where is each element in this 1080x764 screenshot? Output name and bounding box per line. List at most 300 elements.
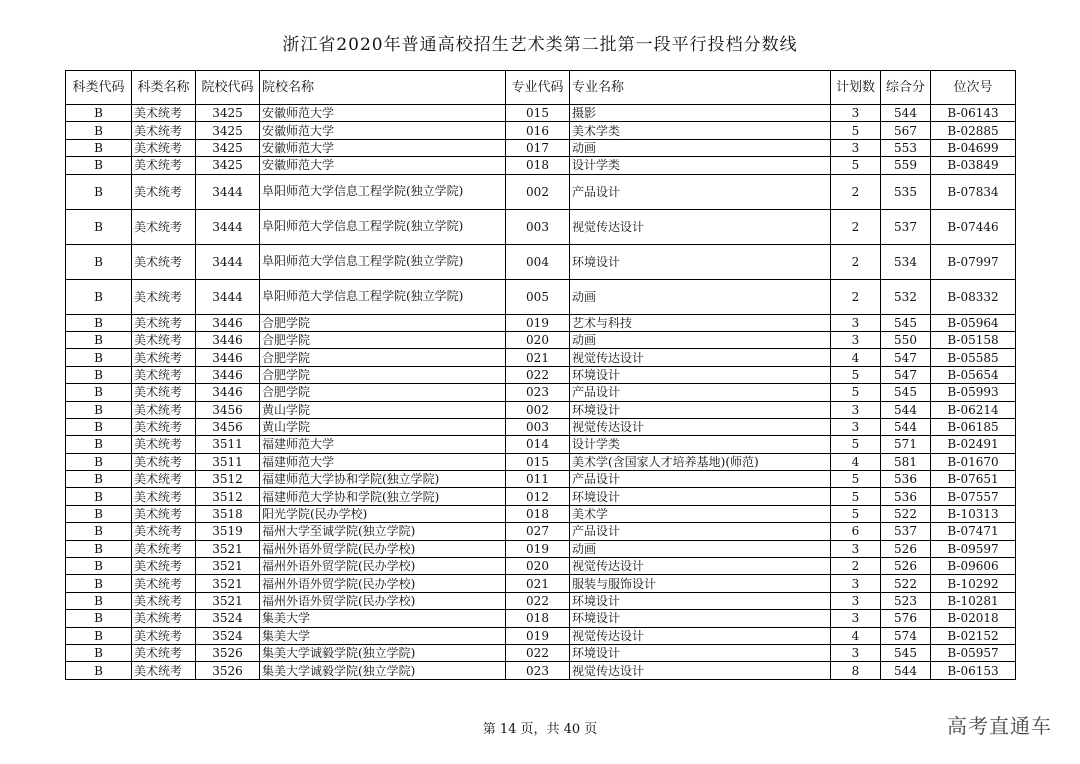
- cell-rank: B-07557: [931, 488, 1016, 505]
- cell-school-name: 福州外语外贸学院(民办学校): [260, 575, 506, 592]
- table-row: [66, 279, 1016, 314]
- table-row: [66, 105, 1016, 122]
- cell-major-code: 011: [506, 471, 570, 488]
- cell-school-code: 3518: [196, 505, 260, 522]
- cell-plan-count: 3: [831, 610, 881, 627]
- table-row: [66, 540, 1016, 557]
- cell-category-code: B: [66, 523, 132, 540]
- col-header-total-score: 综合分: [881, 71, 931, 105]
- cell-school-name: 福州外语外贸学院(民办学校): [260, 592, 506, 609]
- cell-school-name: 福建师范大学: [260, 436, 506, 453]
- cell-major-name: 视觉传达设计: [570, 209, 831, 244]
- cell-major-code: 020: [506, 331, 570, 348]
- cell-major-name: 美术学: [570, 505, 831, 522]
- cell-total-score: 544: [881, 662, 931, 679]
- table-row: [66, 314, 1016, 331]
- cell-major-code: 020: [506, 558, 570, 575]
- cell-category-name: 美术统考: [132, 488, 196, 505]
- cell-school-code: 3444: [196, 244, 260, 279]
- cell-major-code: 015: [506, 105, 570, 122]
- cell-plan-count: 3: [831, 592, 881, 609]
- cell-major-name: 设计学类: [570, 436, 831, 453]
- cell-category-code: B: [66, 488, 132, 505]
- table-row: [66, 558, 1016, 575]
- cell-rank: B-02491: [931, 436, 1016, 453]
- table-row: [66, 139, 1016, 156]
- cell-major-name: 视觉传达设计: [570, 627, 831, 644]
- cell-major-code: 002: [506, 401, 570, 418]
- cell-category-name: 美术统考: [132, 401, 196, 418]
- col-header-plan-count: 计划数: [831, 71, 881, 105]
- cell-school-name: 福建师范大学: [260, 453, 506, 470]
- cell-school-name: 福州外语外贸学院(民办学校): [260, 558, 506, 575]
- cell-school-code: 3521: [196, 540, 260, 557]
- cell-major-name: 环境设计: [570, 610, 831, 627]
- cell-category-code: B: [66, 157, 132, 174]
- cell-school-name: 阜阳师范大学信息工程学院(独立学院): [260, 244, 506, 279]
- cell-major-name: 服装与服饰设计: [570, 575, 831, 592]
- cell-plan-count: 8: [831, 662, 881, 679]
- cell-major-code: 023: [506, 384, 570, 401]
- cell-rank: B-03849: [931, 157, 1016, 174]
- cell-rank: B-07446: [931, 209, 1016, 244]
- cell-category-name: 美术统考: [132, 644, 196, 661]
- cell-school-name: 集美大学: [260, 627, 506, 644]
- cell-plan-count: 5: [831, 384, 881, 401]
- cell-rank: B-05654: [931, 366, 1016, 383]
- cell-total-score: 536: [881, 488, 931, 505]
- cell-plan-count: 5: [831, 436, 881, 453]
- col-header-category-name: 科类名称: [132, 71, 196, 105]
- col-header-school-code: 院校代码: [196, 71, 260, 105]
- cell-school-name: 集美大学: [260, 610, 506, 627]
- cell-plan-count: 5: [831, 122, 881, 139]
- cell-rank: B-05993: [931, 384, 1016, 401]
- cell-major-name: 动画: [570, 540, 831, 557]
- cell-school-code: 3425: [196, 105, 260, 122]
- cell-major-code: 015: [506, 453, 570, 470]
- cell-category-name: 美术统考: [132, 523, 196, 540]
- cell-total-score: 532: [881, 279, 931, 314]
- cell-category-name: 美术统考: [132, 662, 196, 679]
- cell-category-name: 美术统考: [132, 453, 196, 470]
- cell-major-name: 动画: [570, 139, 831, 156]
- cell-major-code: 005: [506, 279, 570, 314]
- cell-plan-count: 2: [831, 209, 881, 244]
- cell-school-code: 3521: [196, 558, 260, 575]
- cell-total-score: 536: [881, 471, 931, 488]
- cell-major-code: 021: [506, 349, 570, 366]
- cell-rank: B-02152: [931, 627, 1016, 644]
- cell-category-name: 美术统考: [132, 592, 196, 609]
- cell-school-name: 阜阳师范大学信息工程学院(独立学院): [260, 174, 506, 209]
- cell-school-code: 3446: [196, 349, 260, 366]
- cell-school-name: 阜阳师范大学信息工程学院(独立学院): [260, 209, 506, 244]
- table-row: [66, 209, 1016, 244]
- cell-school-code: 3512: [196, 488, 260, 505]
- cell-category-code: B: [66, 627, 132, 644]
- cell-category-name: 美术统考: [132, 436, 196, 453]
- cell-total-score: 544: [881, 105, 931, 122]
- cell-school-name: 黄山学院: [260, 418, 506, 435]
- cell-rank: B-07471: [931, 523, 1016, 540]
- cell-category-code: B: [66, 418, 132, 435]
- cell-category-code: B: [66, 244, 132, 279]
- cell-school-code: 3512: [196, 471, 260, 488]
- cell-school-code: 3444: [196, 209, 260, 244]
- cell-total-score: 545: [881, 384, 931, 401]
- cell-category-code: B: [66, 331, 132, 348]
- cell-category-code: B: [66, 105, 132, 122]
- cell-major-name: 动画: [570, 331, 831, 348]
- cell-plan-count: 5: [831, 505, 881, 522]
- cell-major-code: 018: [506, 157, 570, 174]
- cell-major-name: 环境设计: [570, 644, 831, 661]
- cell-category-code: B: [66, 436, 132, 453]
- cell-plan-count: 3: [831, 105, 881, 122]
- cell-school-name: 合肥学院: [260, 349, 506, 366]
- cell-category-code: B: [66, 644, 132, 661]
- cell-major-name: 美术学类: [570, 122, 831, 139]
- cell-major-name: 产品设计: [570, 384, 831, 401]
- cell-plan-count: 2: [831, 279, 881, 314]
- cell-rank: B-06214: [931, 401, 1016, 418]
- cell-school-name: 合肥学院: [260, 331, 506, 348]
- cell-category-name: 美术统考: [132, 575, 196, 592]
- cell-category-name: 美术统考: [132, 540, 196, 557]
- cell-school-name: 集美大学诚毅学院(独立学院): [260, 644, 506, 661]
- cell-school-name: 福州大学至诚学院(独立学院): [260, 523, 506, 540]
- cell-category-name: 美术统考: [132, 610, 196, 627]
- table-row: [66, 610, 1016, 627]
- cell-school-code: 3446: [196, 366, 260, 383]
- cell-major-code: 019: [506, 627, 570, 644]
- cell-major-name: 视觉传达设计: [570, 558, 831, 575]
- cell-category-name: 美术统考: [132, 331, 196, 348]
- cell-plan-count: 4: [831, 349, 881, 366]
- cell-total-score: 550: [881, 331, 931, 348]
- cell-school-code: 3524: [196, 610, 260, 627]
- cell-category-code: B: [66, 558, 132, 575]
- cell-category-name: 美术统考: [132, 244, 196, 279]
- cell-total-score: 574: [881, 627, 931, 644]
- cell-category-code: B: [66, 174, 132, 209]
- cell-plan-count: 5: [831, 488, 881, 505]
- cell-major-code: 018: [506, 610, 570, 627]
- cell-school-code: 3425: [196, 139, 260, 156]
- cell-plan-count: 2: [831, 244, 881, 279]
- cell-category-name: 美术统考: [132, 505, 196, 522]
- cell-major-name: 环境设计: [570, 366, 831, 383]
- table-row: [66, 157, 1016, 174]
- cell-category-name: 美术统考: [132, 314, 196, 331]
- cell-plan-count: 4: [831, 453, 881, 470]
- cell-school-name: 黄山学院: [260, 401, 506, 418]
- cell-category-name: 美术统考: [132, 627, 196, 644]
- cell-major-code: 019: [506, 540, 570, 557]
- cell-plan-count: 6: [831, 523, 881, 540]
- cell-rank: B-09597: [931, 540, 1016, 557]
- cell-school-code: 3519: [196, 523, 260, 540]
- table-row: [66, 523, 1016, 540]
- cell-major-code: 017: [506, 139, 570, 156]
- page-title: 浙江省2020年普通高校招生艺术类第二批第一段平行投档分数线: [282, 35, 798, 55]
- cell-rank: B-07997: [931, 244, 1016, 279]
- cell-rank: B-02018: [931, 610, 1016, 627]
- cell-major-code: 022: [506, 592, 570, 609]
- cell-school-code: 3511: [196, 436, 260, 453]
- cell-category-code: B: [66, 314, 132, 331]
- cell-major-code: 022: [506, 366, 570, 383]
- cell-rank: B-02885: [931, 122, 1016, 139]
- cell-plan-count: 3: [831, 418, 881, 435]
- cell-major-name: 艺术与科技: [570, 314, 831, 331]
- cell-major-code: 014: [506, 436, 570, 453]
- cell-school-code: 3446: [196, 384, 260, 401]
- cell-total-score: 523: [881, 592, 931, 609]
- cell-category-code: B: [66, 505, 132, 522]
- cell-major-name: 视觉传达设计: [570, 662, 831, 679]
- table-row: [66, 349, 1016, 366]
- col-header-category-code: 科类代码: [66, 71, 132, 105]
- cell-plan-count: 5: [831, 366, 881, 383]
- cell-rank: B-10313: [931, 505, 1016, 522]
- cell-plan-count: 5: [831, 471, 881, 488]
- cell-rank: B-05964: [931, 314, 1016, 331]
- table-row: [66, 401, 1016, 418]
- cell-total-score: 545: [881, 314, 931, 331]
- cell-total-score: 526: [881, 558, 931, 575]
- cell-total-score: 537: [881, 523, 931, 540]
- cell-major-code: 004: [506, 244, 570, 279]
- cell-rank: B-08332: [931, 279, 1016, 314]
- cell-total-score: 547: [881, 366, 931, 383]
- cell-plan-count: 2: [831, 558, 881, 575]
- admission-score-table: [65, 70, 1016, 680]
- cell-plan-count: 3: [831, 540, 881, 557]
- cell-total-score: 522: [881, 505, 931, 522]
- cell-total-score: 576: [881, 610, 931, 627]
- cell-school-name: 安徽师范大学: [260, 157, 506, 174]
- cell-category-name: 美术统考: [132, 418, 196, 435]
- cell-category-code: B: [66, 209, 132, 244]
- cell-major-name: 美术学(含国家人才培养基地)(师范): [570, 453, 831, 470]
- cell-category-name: 美术统考: [132, 558, 196, 575]
- table-header-row: [66, 71, 1016, 105]
- cell-major-name: 环境设计: [570, 592, 831, 609]
- cell-total-score: 537: [881, 209, 931, 244]
- cell-total-score: 522: [881, 575, 931, 592]
- table-body: [66, 105, 1016, 680]
- cell-major-name: 环境设计: [570, 401, 831, 418]
- cell-total-score: 553: [881, 139, 931, 156]
- cell-major-code: 019: [506, 314, 570, 331]
- cell-school-code: 3425: [196, 157, 260, 174]
- cell-total-score: 559: [881, 157, 931, 174]
- cell-category-name: 美术统考: [132, 157, 196, 174]
- cell-school-code: 3456: [196, 418, 260, 435]
- cell-major-name: 产品设计: [570, 523, 831, 540]
- cell-school-name: 阳光学院(民办学校): [260, 505, 506, 522]
- cell-major-name: 设计学类: [570, 157, 831, 174]
- cell-category-code: B: [66, 540, 132, 557]
- cell-category-name: 美术统考: [132, 366, 196, 383]
- cell-major-code: 022: [506, 644, 570, 661]
- cell-category-code: B: [66, 279, 132, 314]
- cell-major-name: 摄影: [570, 105, 831, 122]
- cell-total-score: 535: [881, 174, 931, 209]
- cell-category-code: B: [66, 453, 132, 470]
- cell-school-code: 3511: [196, 453, 260, 470]
- cell-category-code: B: [66, 401, 132, 418]
- table-row: [66, 644, 1016, 661]
- cell-total-score: 545: [881, 644, 931, 661]
- cell-school-name: 阜阳师范大学信息工程学院(独立学院): [260, 279, 506, 314]
- cell-category-name: 美术统考: [132, 174, 196, 209]
- cell-school-code: 3456: [196, 401, 260, 418]
- table-row: [66, 418, 1016, 435]
- cell-category-code: B: [66, 139, 132, 156]
- cell-major-code: 002: [506, 174, 570, 209]
- cell-category-code: B: [66, 575, 132, 592]
- table-row: [66, 331, 1016, 348]
- cell-category-code: B: [66, 662, 132, 679]
- table-row: [66, 627, 1016, 644]
- col-header-school-name: 院校名称: [260, 71, 506, 105]
- cell-plan-count: 3: [831, 644, 881, 661]
- cell-major-name: 视觉传达设计: [570, 349, 831, 366]
- cell-total-score: 544: [881, 401, 931, 418]
- cell-major-code: 021: [506, 575, 570, 592]
- cell-major-code: 003: [506, 209, 570, 244]
- cell-category-name: 美术统考: [132, 122, 196, 139]
- cell-school-name: 福州外语外贸学院(民办学校): [260, 540, 506, 557]
- cell-school-code: 3521: [196, 592, 260, 609]
- cell-rank: B-10281: [931, 592, 1016, 609]
- cell-category-name: 美术统考: [132, 139, 196, 156]
- cell-category-name: 美术统考: [132, 471, 196, 488]
- cell-school-name: 安徽师范大学: [260, 122, 506, 139]
- cell-school-name: 合肥学院: [260, 366, 506, 383]
- cell-major-code: 018: [506, 505, 570, 522]
- cell-school-name: 合肥学院: [260, 384, 506, 401]
- cell-school-code: 3446: [196, 331, 260, 348]
- cell-category-code: B: [66, 610, 132, 627]
- cell-plan-count: 5: [831, 157, 881, 174]
- cell-category-name: 美术统考: [132, 349, 196, 366]
- cell-school-code: 3444: [196, 174, 260, 209]
- cell-major-name: 产品设计: [570, 174, 831, 209]
- cell-rank: B-09606: [931, 558, 1016, 575]
- cell-school-code: 3521: [196, 575, 260, 592]
- cell-school-name: 福建师范大学协和学院(独立学院): [260, 471, 506, 488]
- cell-rank: B-04699: [931, 139, 1016, 156]
- cell-school-code: 3446: [196, 314, 260, 331]
- cell-plan-count: 3: [831, 331, 881, 348]
- cell-rank: B-05158: [931, 331, 1016, 348]
- cell-category-code: B: [66, 384, 132, 401]
- cell-plan-count: 3: [831, 575, 881, 592]
- cell-category-code: B: [66, 471, 132, 488]
- cell-category-name: 美术统考: [132, 279, 196, 314]
- cell-plan-count: 4: [831, 627, 881, 644]
- cell-major-code: 023: [506, 662, 570, 679]
- cell-total-score: 567: [881, 122, 931, 139]
- cell-total-score: 544: [881, 418, 931, 435]
- cell-category-name: 美术统考: [132, 105, 196, 122]
- cell-total-score: 526: [881, 540, 931, 557]
- table-row: [66, 436, 1016, 453]
- cell-school-code: 3444: [196, 279, 260, 314]
- cell-major-name: 视觉传达设计: [570, 418, 831, 435]
- table-row: [66, 366, 1016, 383]
- cell-major-code: 016: [506, 122, 570, 139]
- watermark-text: 高考直通车: [947, 714, 1052, 738]
- table-row: [66, 488, 1016, 505]
- cell-major-name: 环境设计: [570, 244, 831, 279]
- cell-rank: B-07834: [931, 174, 1016, 209]
- cell-plan-count: 3: [831, 139, 881, 156]
- cell-major-code: 003: [506, 418, 570, 435]
- cell-total-score: 534: [881, 244, 931, 279]
- cell-school-code: 3526: [196, 644, 260, 661]
- cell-plan-count: 2: [831, 174, 881, 209]
- page-number-footer: 第 14 页，共 40 页: [482, 722, 598, 737]
- table-row: [66, 384, 1016, 401]
- cell-rank: B-01670: [931, 453, 1016, 470]
- cell-school-name: 安徽师范大学: [260, 139, 506, 156]
- cell-category-code: B: [66, 349, 132, 366]
- col-header-rank: 位次号: [931, 71, 1016, 105]
- cell-school-code: 3526: [196, 662, 260, 679]
- col-header-major-name: 专业名称: [570, 71, 831, 105]
- cell-school-code: 3524: [196, 627, 260, 644]
- table-row: [66, 662, 1016, 679]
- cell-major-name: 动画: [570, 279, 831, 314]
- table-row: [66, 122, 1016, 139]
- cell-school-name: 合肥学院: [260, 314, 506, 331]
- cell-school-name: 福建师范大学协和学院(独立学院): [260, 488, 506, 505]
- cell-major-code: 012: [506, 488, 570, 505]
- cell-rank: B-06153: [931, 662, 1016, 679]
- cell-major-name: 产品设计: [570, 471, 831, 488]
- cell-school-code: 3425: [196, 122, 260, 139]
- cell-plan-count: 3: [831, 401, 881, 418]
- col-header-major-code: 专业代码: [506, 71, 570, 105]
- cell-major-code: 027: [506, 523, 570, 540]
- table-row: [66, 575, 1016, 592]
- table-row: [66, 453, 1016, 470]
- cell-total-score: 571: [881, 436, 931, 453]
- cell-major-name: 环境设计: [570, 488, 831, 505]
- cell-category-name: 美术统考: [132, 209, 196, 244]
- table-row: [66, 505, 1016, 522]
- cell-total-score: 581: [881, 453, 931, 470]
- cell-rank: B-05957: [931, 644, 1016, 661]
- cell-school-name: 安徽师范大学: [260, 105, 506, 122]
- table-row: [66, 244, 1016, 279]
- cell-rank: B-06143: [931, 105, 1016, 122]
- cell-category-code: B: [66, 366, 132, 383]
- cell-rank: B-06185: [931, 418, 1016, 435]
- cell-category-code: B: [66, 122, 132, 139]
- table-row: [66, 471, 1016, 488]
- cell-rank: B-10292: [931, 575, 1016, 592]
- cell-category-name: 美术统考: [132, 384, 196, 401]
- table-row: [66, 174, 1016, 209]
- cell-school-name: 集美大学诚毅学院(独立学院): [260, 662, 506, 679]
- table-row: [66, 592, 1016, 609]
